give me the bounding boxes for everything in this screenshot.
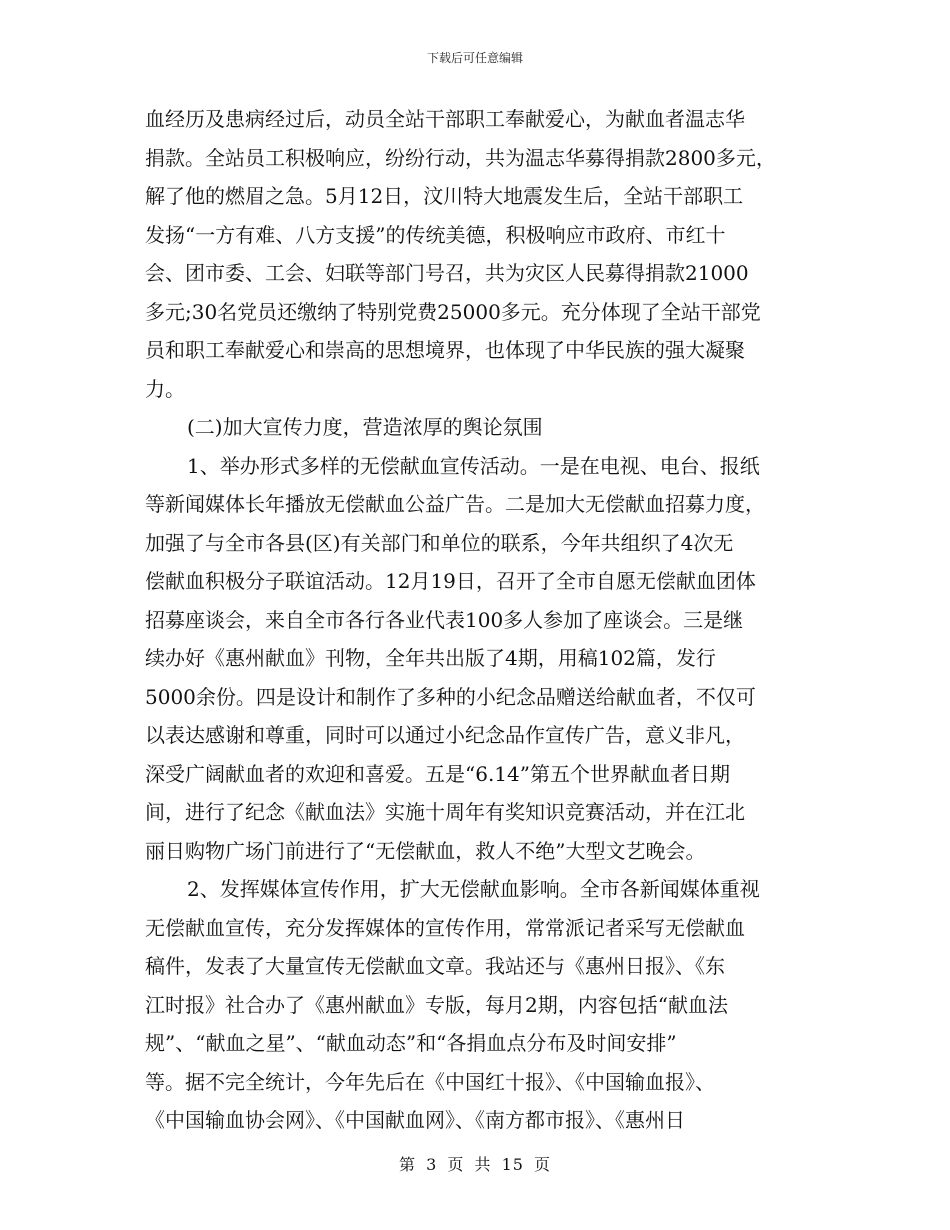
body-text xyxy=(145,100,810,1140)
text-line: 稿件，发表了大量宣传无偿献血文章。我站还与《惠州日报》、《东 xyxy=(145,954,725,978)
text-line: 江时报》社合办了《惠州献血》专版，每月2期，内容包括“献血法 xyxy=(145,992,728,1017)
text-line: 力。 xyxy=(145,376,185,401)
header-note: 下载后可任意编辑 xyxy=(426,51,523,65)
page-footer xyxy=(0,1155,950,1175)
section-heading: (二)加大宣传力度，营造浓厚的舆论氛围 xyxy=(187,415,543,439)
total-pages-number: 15 xyxy=(501,1155,524,1174)
footer-prefix: 第 xyxy=(398,1155,416,1174)
text-line: 等新闻媒体长年播放无偿献血公益广告。二是加大无偿献血招募力度， xyxy=(145,492,765,516)
text-line: 捐款。全站员工积极响应，纷纷行动，共为温志华募得捐款2800多元， xyxy=(145,145,776,170)
text-line: 《中国输血协会网》、《中国献血网》、《南方都市报》、《惠州日 xyxy=(145,1108,685,1132)
paragraph-start: 1、举办形式多样的无偿献血宣传活动。一是在电视、电台、报纸 xyxy=(187,453,760,478)
text-line: 发扬“一方有难、八方支援”的传统美德，积极响应市政府、市红十 xyxy=(145,222,726,247)
text-line: 血经历及患病经过后，动员全站干部职工奉献爱心，为献血者温志华 xyxy=(145,107,745,131)
text-line: 间，进行了纪念《献血法》实施十周年有奖知识竞赛活动，并在江北 xyxy=(145,800,745,824)
text-line: 偿献血积极分子联谊活动。12月19日，召开了全市自愿无偿献血团体 xyxy=(145,569,756,593)
text-line: 丽日购物广场门前进行了“无偿献血，救人不绝”大型文艺晚会。 xyxy=(145,838,706,863)
text-line: 员和职工奉献爱心和崇高的思想境界，也体现了中华民族的强大凝聚 xyxy=(145,338,745,362)
text-line: 续办好《惠州献血》刊物，全年共出版了4期，用稿102篇，发行 xyxy=(145,646,716,670)
paragraph-start: 2、发挥媒体宣传作用，扩大无偿献血影响。全市各新闻媒体重视 xyxy=(187,877,760,901)
text-line: 加强了与全市各县(区)有关部门和单位的联系，今年共组织了4次无 xyxy=(145,530,734,555)
text-line: 以表达感谢和尊重，同时可以通过小纪念品作宣传广告，意义非凡， xyxy=(145,723,745,747)
text-line: 5000余份。四是设计和制作了多种的小纪念品赠送给献血者，不仅可 xyxy=(145,684,756,709)
footer-page-label: 页 xyxy=(447,1155,465,1174)
text-line: 多元;30名党员还缴纳了特别党费25000多元。充分体现了全站干部党 xyxy=(145,299,761,324)
text-line: 深受广阔献血者的欢迎和喜爱。五是“6.14”第五个世界献血者日期 xyxy=(145,761,730,786)
text-line: 无偿献血宣传，充分发挥媒体的宣传作用，常常派记者采写无偿献血 xyxy=(145,915,745,940)
text-line: 解了他的燃眉之急。5月12日，汶川特大地震发生后，全站干部职工 xyxy=(145,184,744,208)
text-line: 等。据不完全统计，今年先后在《中国红十报》、《中国输血报》、 xyxy=(145,1069,715,1094)
text-line: 招募座谈会，来自全市各行各业代表100多人参加了座谈会。三是继 xyxy=(145,607,744,632)
text-line: 规”、“献血之星”、“献血动态”和“各捐血点分布及时间安排” xyxy=(145,1031,677,1055)
text-line: 会、团市委、工会、妇联等部门号召，共为灾区人民募得捐款21000 xyxy=(145,261,749,285)
footer-suffix: 页 xyxy=(534,1155,552,1174)
current-page-number: 3 xyxy=(426,1155,438,1174)
footer-total-label: 共 xyxy=(474,1155,492,1174)
